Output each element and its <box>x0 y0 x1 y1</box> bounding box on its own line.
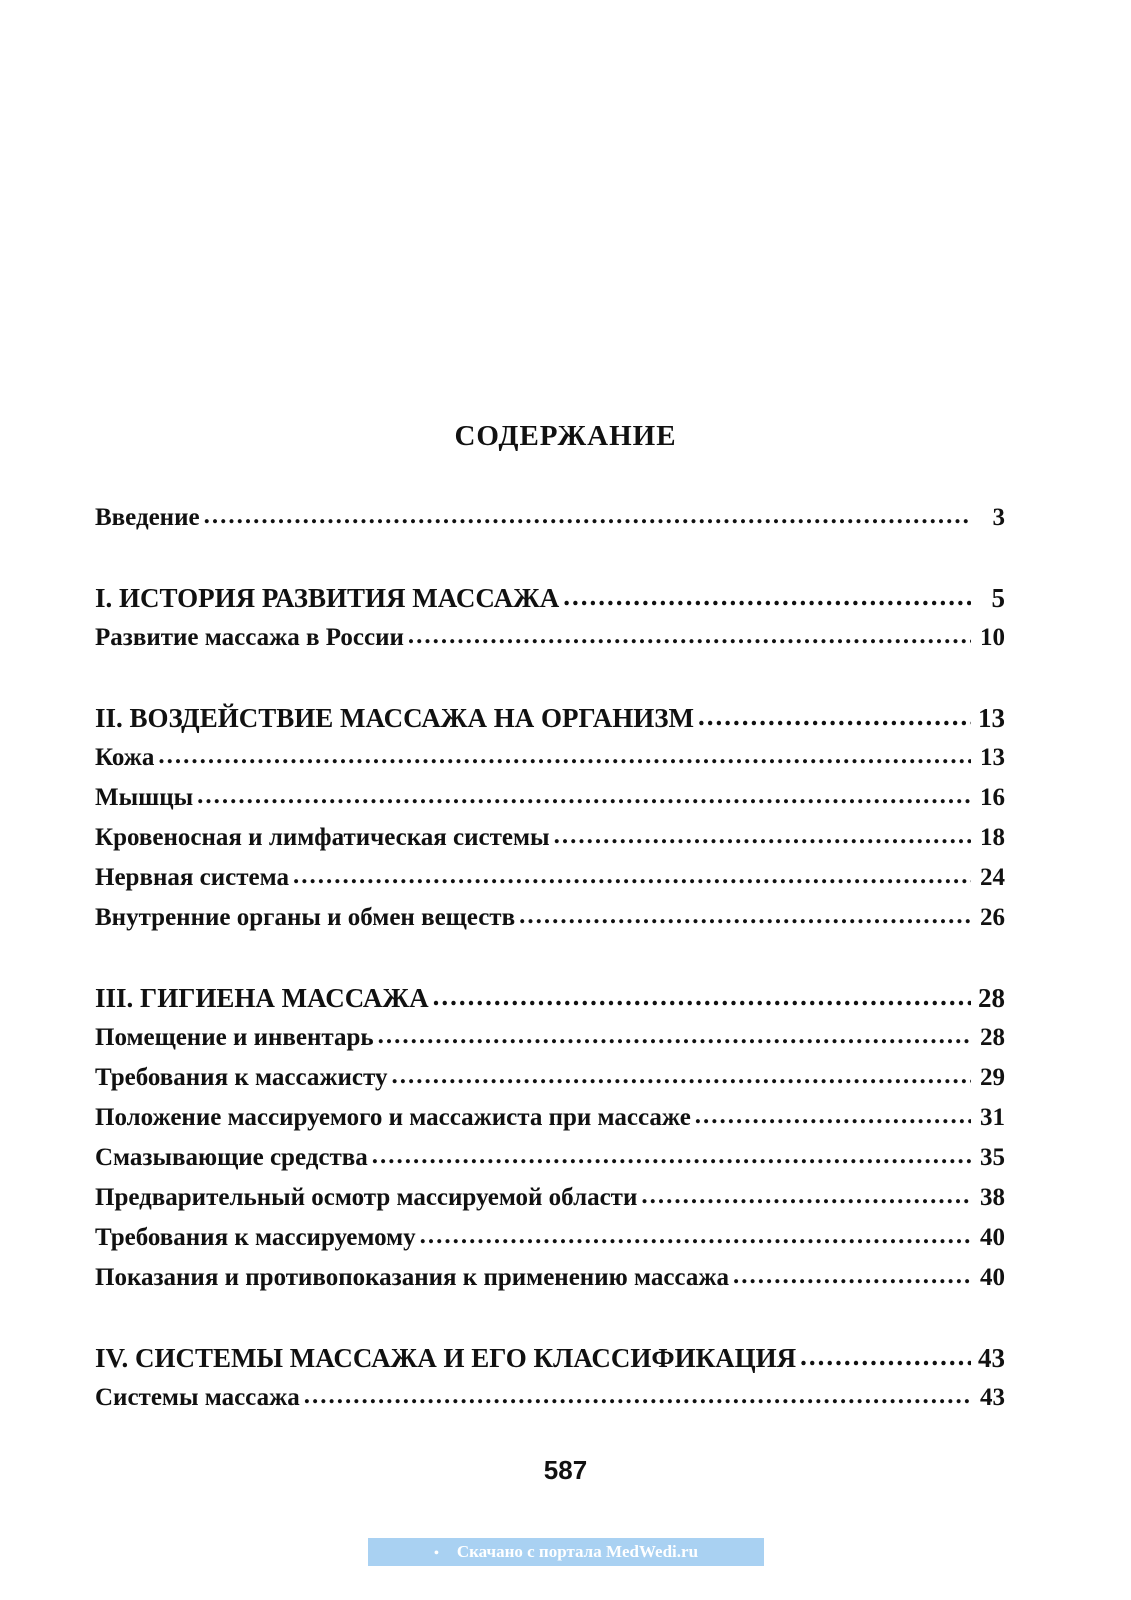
toc-entry <box>95 858 1005 898</box>
toc-entry <box>95 618 1005 658</box>
toc-chapter-label: II. ВОЗДЕЙСТВИЕ МАССАЖА НА ОРГАНИЗМ <box>95 703 694 733</box>
toc-title: СОДЕРЖАНИЕ <box>454 420 677 452</box>
toc-chapter-4 <box>95 1338 1005 1378</box>
toc-entry-page: 18 <box>980 824 1005 851</box>
toc-entry-page: 31 <box>980 1104 1005 1131</box>
page-number: 587 <box>543 1455 588 1485</box>
toc-entry-label: Требования к массажисту <box>95 1064 388 1091</box>
toc-entry-page: 13 <box>978 703 1005 733</box>
toc-entry <box>95 1098 1005 1138</box>
dot-leader <box>554 816 971 856</box>
dot-leader <box>197 776 971 816</box>
toc-entry <box>95 1058 1005 1098</box>
toc-entry-label: Кровеносная и лимфатическая системы <box>95 824 550 851</box>
dot-leader <box>293 856 971 896</box>
toc-entry-label: Показания и противопоказания к применению массажа <box>95 1264 729 1291</box>
dot-leader <box>304 1376 971 1416</box>
watermark-text: Скачано с портала MedWedi.ru <box>456 1542 699 1561</box>
toc-entry-label: Предварительный осмотр массируемой области <box>95 1184 638 1211</box>
dot-leader <box>519 896 971 936</box>
toc-entry-label: Положение массируемого и массажиста при массаже <box>95 1104 691 1131</box>
toc-chapter-2 <box>95 698 1005 738</box>
toc-entry <box>95 738 1005 778</box>
dot-leader <box>733 1256 971 1296</box>
bullet-icon: • <box>433 1546 439 1561</box>
toc-entry <box>95 778 1005 818</box>
toc-entry-label: Развитие массажа в России <box>95 624 404 651</box>
dot-leader <box>641 1176 971 1216</box>
toc-entry-page: 13 <box>980 744 1005 771</box>
toc-entry-page: 5 <box>991 583 1005 613</box>
toc-entry-label: Внутренние органы и обмен веществ <box>95 904 516 931</box>
dot-leader <box>391 1056 971 1096</box>
toc-entry-label: Требования к массируемому <box>95 1224 416 1251</box>
dot-leader <box>408 616 971 656</box>
table-of-contents <box>95 498 1005 1418</box>
toc-entry-label: Мышцы <box>95 784 194 811</box>
toc-entry-page: 29 <box>980 1064 1005 1091</box>
toc-chapter-label: I. ИСТОРИЯ РАЗВИТИЯ МАССАЖА <box>95 583 560 613</box>
dot-leader <box>695 1096 971 1136</box>
dot-leader <box>378 1016 971 1056</box>
toc-entry-page: 3 <box>992 504 1005 531</box>
toc-entry-page: 16 <box>980 784 1005 811</box>
toc-chapter-1 <box>95 578 1005 618</box>
toc-entry <box>95 1138 1005 1178</box>
toc-entry-label: Нервная система <box>95 864 289 891</box>
dot-leader <box>158 736 971 776</box>
dot-leader <box>204 496 971 536</box>
toc-entry-page: 28 <box>980 1024 1005 1051</box>
toc-entry-page: 38 <box>980 1184 1005 1211</box>
toc-entry-page: 35 <box>980 1144 1005 1171</box>
toc-entry <box>95 1018 1005 1058</box>
toc-entry <box>95 1178 1005 1218</box>
dot-leader <box>420 1216 971 1256</box>
toc-entry-page: 40 <box>980 1224 1005 1251</box>
toc-chapter-label: III. ГИГИЕНА МАССАЖА <box>95 983 429 1013</box>
toc-entry-label: Кожа <box>95 744 155 771</box>
dot-leader <box>698 696 971 736</box>
toc-entry <box>95 898 1005 938</box>
toc-entry-page: 28 <box>978 983 1005 1013</box>
dot-leader <box>563 576 971 616</box>
toc-entry-page: 43 <box>980 1384 1005 1411</box>
toc-entry-label: Смазывающие средства <box>95 1144 368 1171</box>
toc-entry <box>95 1218 1005 1258</box>
dot-leader <box>800 1336 971 1376</box>
dot-leader <box>372 1136 971 1176</box>
toc-entry-introduction <box>95 498 1005 538</box>
toc-chapter-label: IV. СИСТЕМЫ МАССАЖА И ЕГО КЛАССИФИКАЦИЯ <box>95 1343 797 1373</box>
dot-leader <box>433 976 971 1016</box>
toc-entry <box>95 1258 1005 1298</box>
toc-entry-page: 26 <box>980 904 1005 931</box>
toc-chapter-3 <box>95 978 1005 1018</box>
toc-entry <box>95 1378 1005 1418</box>
watermark-banner <box>368 1538 764 1566</box>
toc-entry-page: 43 <box>978 1343 1005 1373</box>
toc-entry-label: Введение <box>95 504 200 531</box>
toc-entry-label: Помещение и инвентарь <box>95 1024 374 1051</box>
toc-entry-page: 24 <box>980 864 1005 891</box>
toc-entry <box>95 818 1005 858</box>
toc-entry-label: Системы массажа <box>95 1384 300 1411</box>
toc-entry-page: 10 <box>980 624 1005 651</box>
toc-entry-page: 40 <box>980 1264 1005 1291</box>
